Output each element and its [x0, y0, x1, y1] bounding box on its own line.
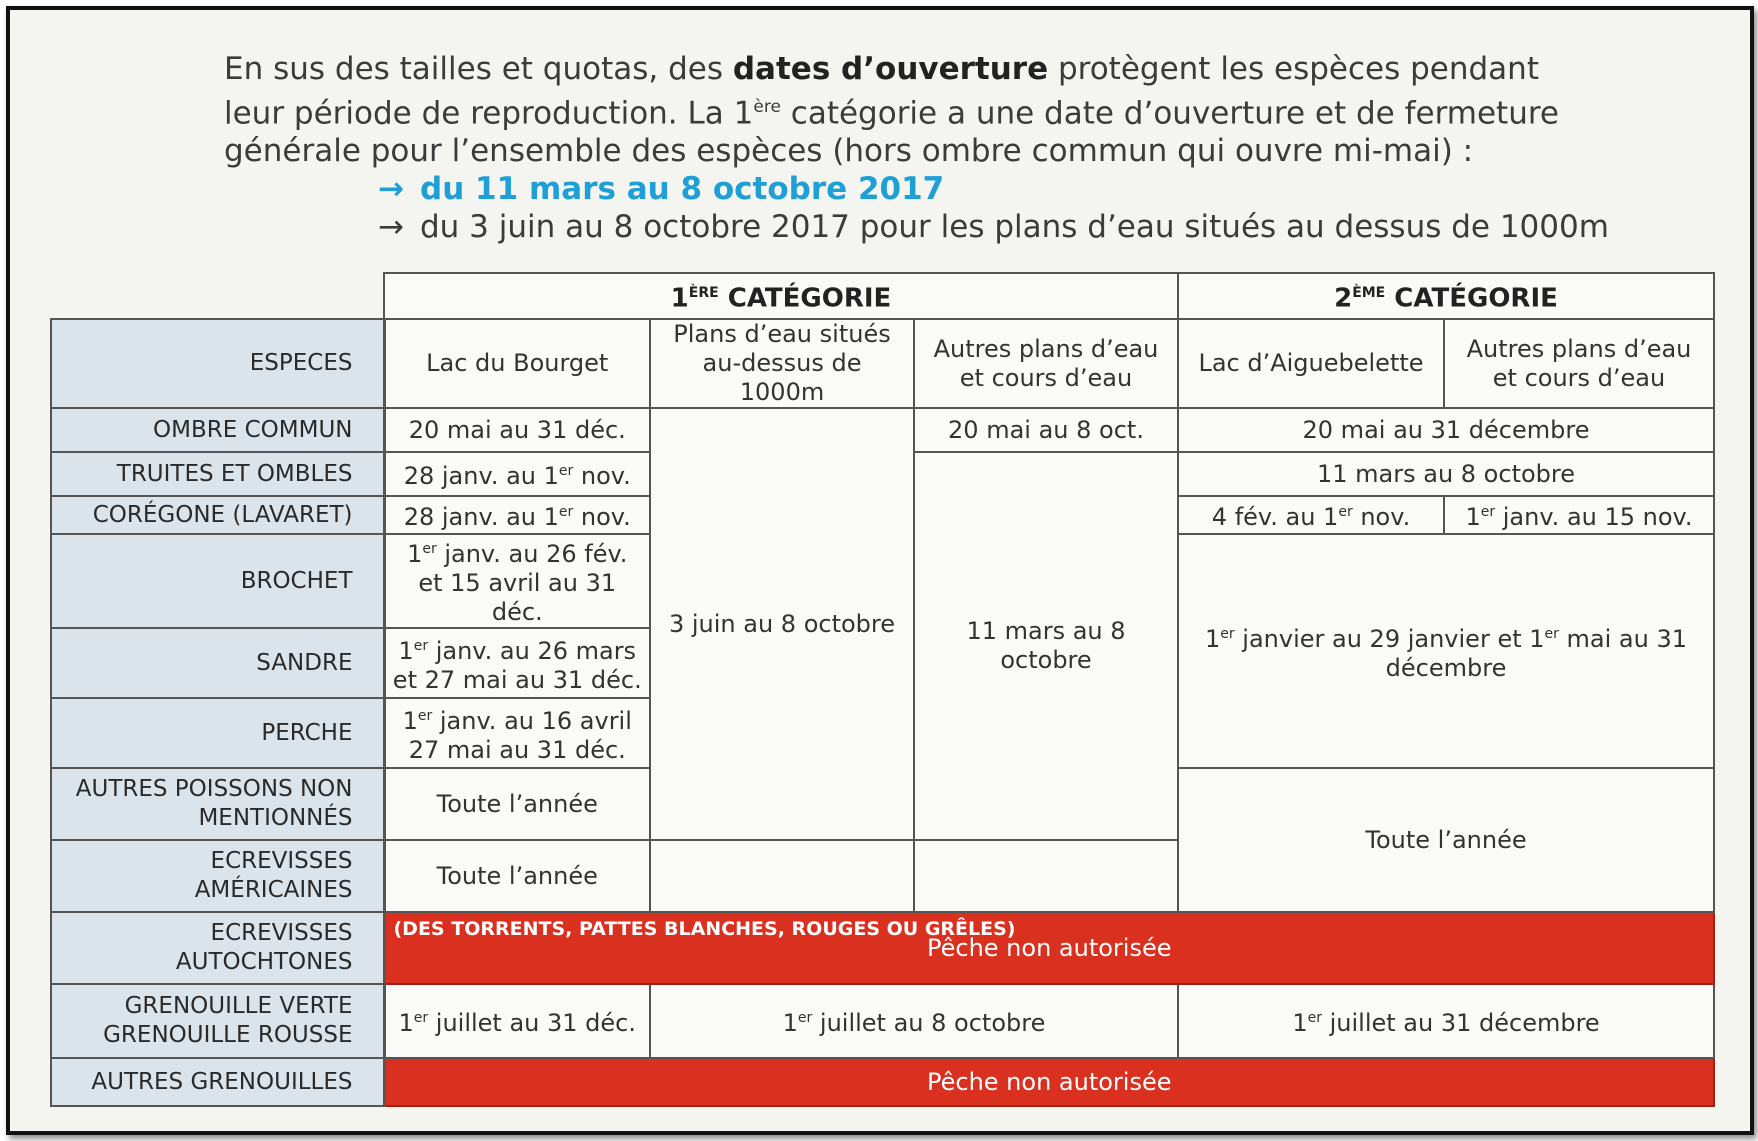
species-label: CORÉGONE (LAVARET): [51, 496, 384, 534]
category-header-row: [51, 273, 1714, 319]
arrow-right-icon: →: [378, 209, 404, 246]
table-cell: 1er juillet au 31 déc.: [384, 984, 650, 1058]
species-label: BROCHET: [51, 534, 384, 628]
table-cell: 20 mai au 31 décembre: [1178, 408, 1714, 452]
table-cell: 1er janvier au 29 janvier et 1er mai au 31 décembre: [1178, 534, 1714, 768]
species-label: TRUITES ET OMBLES: [51, 452, 384, 496]
category-1-header: 1ÈRE CATÉGORIE: [384, 273, 1178, 319]
species-label: ECREVISSES AUTOCHTONES: [51, 912, 384, 984]
page-frame: [6, 6, 1754, 1135]
table-cell: 1er janv. au 16 avril 27 mai au 31 déc.: [384, 698, 650, 768]
table-cell: 11 mars au 8 octobre: [1178, 452, 1714, 496]
table-cell: [914, 840, 1178, 912]
table-row: [51, 408, 1714, 452]
intro-bold-dates: dates d’ouverture: [732, 51, 1049, 87]
intro-line-3: générale pour l’ensemble des espèces (hors ombre commun qui ouvre mi-mai) :: [224, 133, 1474, 170]
species-label: ECREVISSES AMÉRICAINES: [51, 840, 384, 912]
table-cell: [650, 840, 914, 912]
fishing-not-allowed-banner: (DES TORRENTS, PATTES BLANCHES, ROUGES OU GRÊLES) Pêche non autorisée: [384, 912, 1714, 984]
table-cell: 1er janv. au 26 fév. et 15 avril au 31 déc.: [384, 534, 650, 628]
table-row: [51, 912, 1714, 984]
intro-line-2: leur période de reproduction. La 1ère catégorie a une date d’ouverture et de fermeture: [224, 95, 1559, 132]
table-row: [51, 984, 1714, 1058]
species-label: PERCHE: [51, 698, 384, 768]
autres-cat1-period: 11 mars au 8 octobre: [914, 452, 1178, 840]
species-label: AUTRES POISSONS NON MENTIONNÉS: [51, 768, 384, 840]
col-lac-bourget: Lac du Bourget: [384, 319, 650, 408]
arrow-right-icon: →: [378, 171, 404, 208]
table-cell: Toute l’année: [1178, 768, 1714, 912]
species-label: AUTRES GRENOUILLES: [51, 1058, 384, 1106]
table-cell: 1er juillet au 31 décembre: [1178, 984, 1714, 1058]
table-cell: Toute l’année: [384, 768, 650, 840]
table-cell: 28 janv. au 1er nov.: [384, 452, 650, 496]
plans-1000-period: 3 juin au 8 octobre: [650, 408, 914, 840]
species-label: SANDRE: [51, 628, 384, 698]
intro-text: [224, 50, 1624, 246]
opening-period-altitude: → du 3 juin au 8 octobre 2017 pour les plans d’eau situés au dessus de 1000m: [378, 209, 1609, 246]
fishing-not-allowed-banner: Pêche non autorisée: [384, 1058, 1714, 1106]
intro-line-1: En sus des tailles et quotas, des dates d’ouverture protègent les espèces pendant: [224, 51, 1539, 87]
table-cell: 20 mai au 8 oct.: [914, 408, 1178, 452]
col-autres-cat2: Autres plans d’eau et cours d’eau: [1444, 319, 1714, 408]
table-cell: 28 janv. au 1er nov.: [384, 496, 650, 534]
column-header-row: [51, 319, 1714, 408]
col-autres-cat1: Autres plans d’eau et cours d’eau: [914, 319, 1178, 408]
red-note: (DES TORRENTS, PATTES BLANCHES, ROUGES OU GRÊLES): [393, 918, 1016, 940]
table-cell: 1er juillet au 8 octobre: [650, 984, 1178, 1058]
opening-dates-table: [50, 272, 1715, 1107]
table-cell: 1er janv. au 26 mars et 27 mai au 31 déc.: [384, 628, 650, 698]
table-cell: 20 mai au 31 déc.: [384, 408, 650, 452]
species-label: OMBRE COMMUN: [51, 408, 384, 452]
opening-period-general: → du 11 mars au 8 octobre 2017: [378, 171, 945, 208]
col-lac-aiguebelette: Lac d’Aiguebelette: [1178, 319, 1444, 408]
category-2-header: 2ÈME CATÉGORIE: [1178, 273, 1714, 319]
table-cell: 1er janv. au 15 nov.: [1444, 496, 1714, 534]
table-row: [51, 1058, 1714, 1106]
table-cell: Toute l’année: [384, 840, 650, 912]
col-plans-1000: Plans d’eau situés au-dessus de 1000m: [650, 319, 914, 408]
species-label: GRENOUILLE VERTE GRENOUILLE ROUSSE: [51, 984, 384, 1058]
table-cell: 4 fév. au 1er nov.: [1178, 496, 1444, 534]
especes-header: ESPECES: [51, 319, 384, 408]
